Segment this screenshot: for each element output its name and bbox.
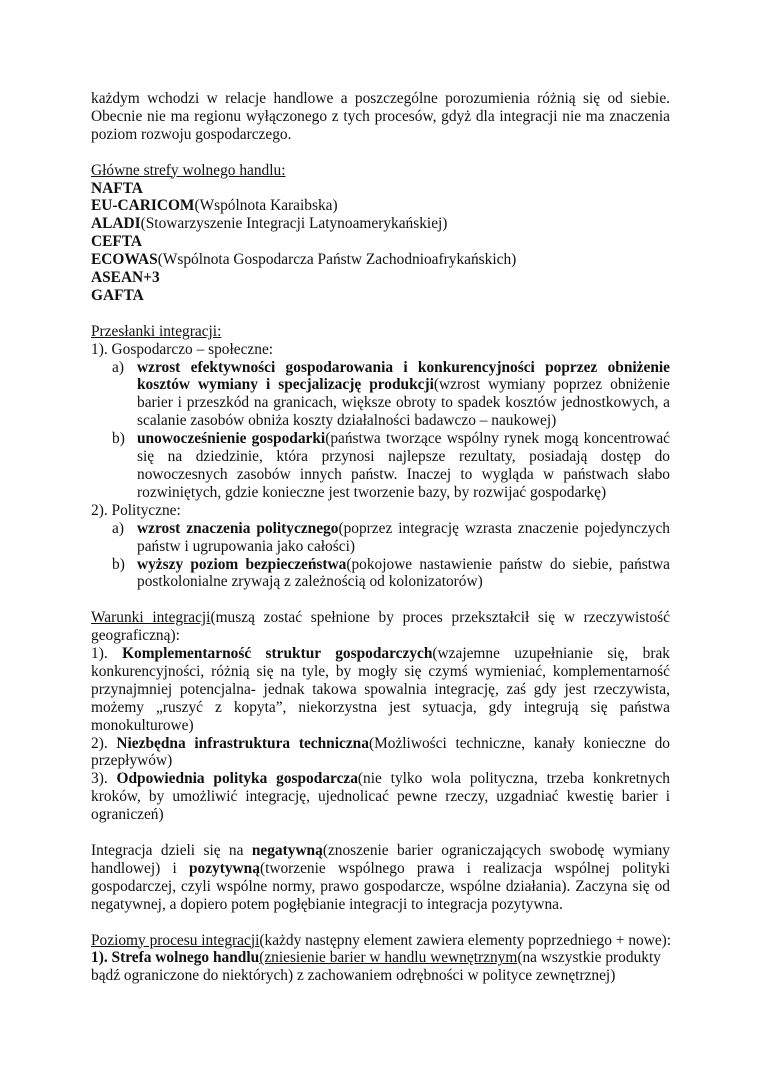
premises-heading: Przesłanki integracji:	[91, 322, 222, 340]
premise-item: b) wyższy poziom bezpieczeństwa(pokojowe nastawienie państw do siebie, państwa postkolonialne zrywają z zależnością od kolonizatorów)	[112, 555, 670, 591]
level-item: 1). Strefa wolnego handlu(zniesienie barier w handlu wewnętrznym(na wszystkie produkty bądź ograniczone do niektórych) z zachowaniem odrębności w polityce zewnętrznej)	[91, 949, 661, 985]
condition-item: 1). Komplementarność struktur gospodarczych(wzajemne uzupełnianie się, brak konkurencyjności, różnią się na tyle, by mogły się czymś wymieniać, komplementarność przynajmniej potencjalna- jednak takowa spowalnia integrację, zaś gdy jest rzeczywista, możemy „ruszyć z kopyta”, niekorzystna jest sytuacja, gdy integrują się państwa monokulturowe)	[91, 645, 670, 734]
levels-heading: Poziomy procesu integracji	[91, 931, 260, 949]
condition-item: 2). Niezbędna infrastruktura techniczna(Możliwości techniczne, kanały konieczne do przepływów)	[91, 734, 670, 770]
document-page	[91, 90, 670, 985]
list-marker: a)	[112, 358, 124, 376]
zone-item: ASEAN+3	[91, 269, 160, 287]
premise-item: b) unowocześnienie gospodarki(państwa tworzące wspólny rynek mogą koncentrować się na dziedzinie, która przynosi najlepsze rezultaty, posiadają dostęp do nowoczesnych zasobów innych państw. Inaczej to wygląda w państwach słabo rozwiniętych, gdzie konieczne jest tworzenie bazy, by rozwijać gospodarkę)	[112, 430, 670, 501]
zone-item: ALADI(Stowarzyszenie Integracji Latynoamerykańskiej)	[91, 215, 448, 233]
conditions-intro: Warunki integracji(muszą zostać spełnione by proces przekształcił się w rzeczywistość geograficzną):	[91, 609, 670, 645]
list-marker: b)	[112, 555, 125, 573]
conditions-heading: Warunki integracji	[91, 609, 211, 627]
zone-item: ECOWAS(Wspólnota Gospodarcza Państw Zachodnioafrykańskich)	[91, 251, 517, 269]
condition-item: 3). Odpowiednia polityka gospodarcza(nie tylko wola polityczna, trzeba konkretnych kroków, by umożliwić integrację, ujednolicać pewne rzeczy, uzgadniać kwestię barier i ograniczeń)	[91, 770, 670, 824]
zone-item: CEFTA	[91, 233, 143, 251]
premises-group-political: 2). Polityczne:	[91, 501, 181, 519]
free-trade-list	[91, 180, 670, 305]
premise-item: a) wzrost efektywności gospodarowania i konkurencyjności poprzez obniżenie kosztów wymiany i specjalizację produkcji(wzrost wymiany poprzez obniżenie barier i przeszkód na granicach, większe obroty to spadek kosztów jednostkowych, a scalanie zasobów obniża koszty działalności badawczo – naukowej)	[112, 358, 671, 430]
premise-item: a) wzrost znaczenia politycznego(poprzez integrację wzrasta znaczenie pojedynczych państw i ugrupowania jako całości)	[112, 519, 670, 555]
list-marker: b)	[112, 430, 125, 448]
integration-types-paragraph: Integracja dzieli się na negatywną(znoszenie barier ograniczających swobodę wymiany handlowej) i pozytywną(tworzenie wspólnego prawa i realizacja wspólnej polityki gospodarczej, czyli wspólne normy, prawo gospodarcze, wspólne działania). Zaczyna się od negatywnej, a dopiero potem pogłębianie integracji to integracja pozytywna.	[91, 842, 670, 913]
list-marker: a)	[112, 519, 124, 537]
zone-item: NAFTA	[91, 179, 143, 197]
premises-group-economic: 1). Gospodarczo – społeczne:	[91, 340, 274, 358]
zone-item: EU-CARICOM(Wspólnota Karaibska)	[91, 197, 338, 215]
free-trade-heading: Główne strefy wolnego handlu:	[91, 161, 286, 179]
intro-paragraph: każdym wchodzi w relacje handlowe a poszczególne porozumienia różnią się od siebie. Obecnie nie ma regionu wyłączonego z tych procesów, gdyż dla integracji nie ma znaczenia poziom rozwoju gospodarczego.	[91, 90, 670, 143]
levels-intro: Poziomy procesu integracji(każdy następny element zawiera elementy poprzedniego + nowe):	[91, 931, 672, 949]
zone-item: GAFTA	[91, 286, 144, 304]
